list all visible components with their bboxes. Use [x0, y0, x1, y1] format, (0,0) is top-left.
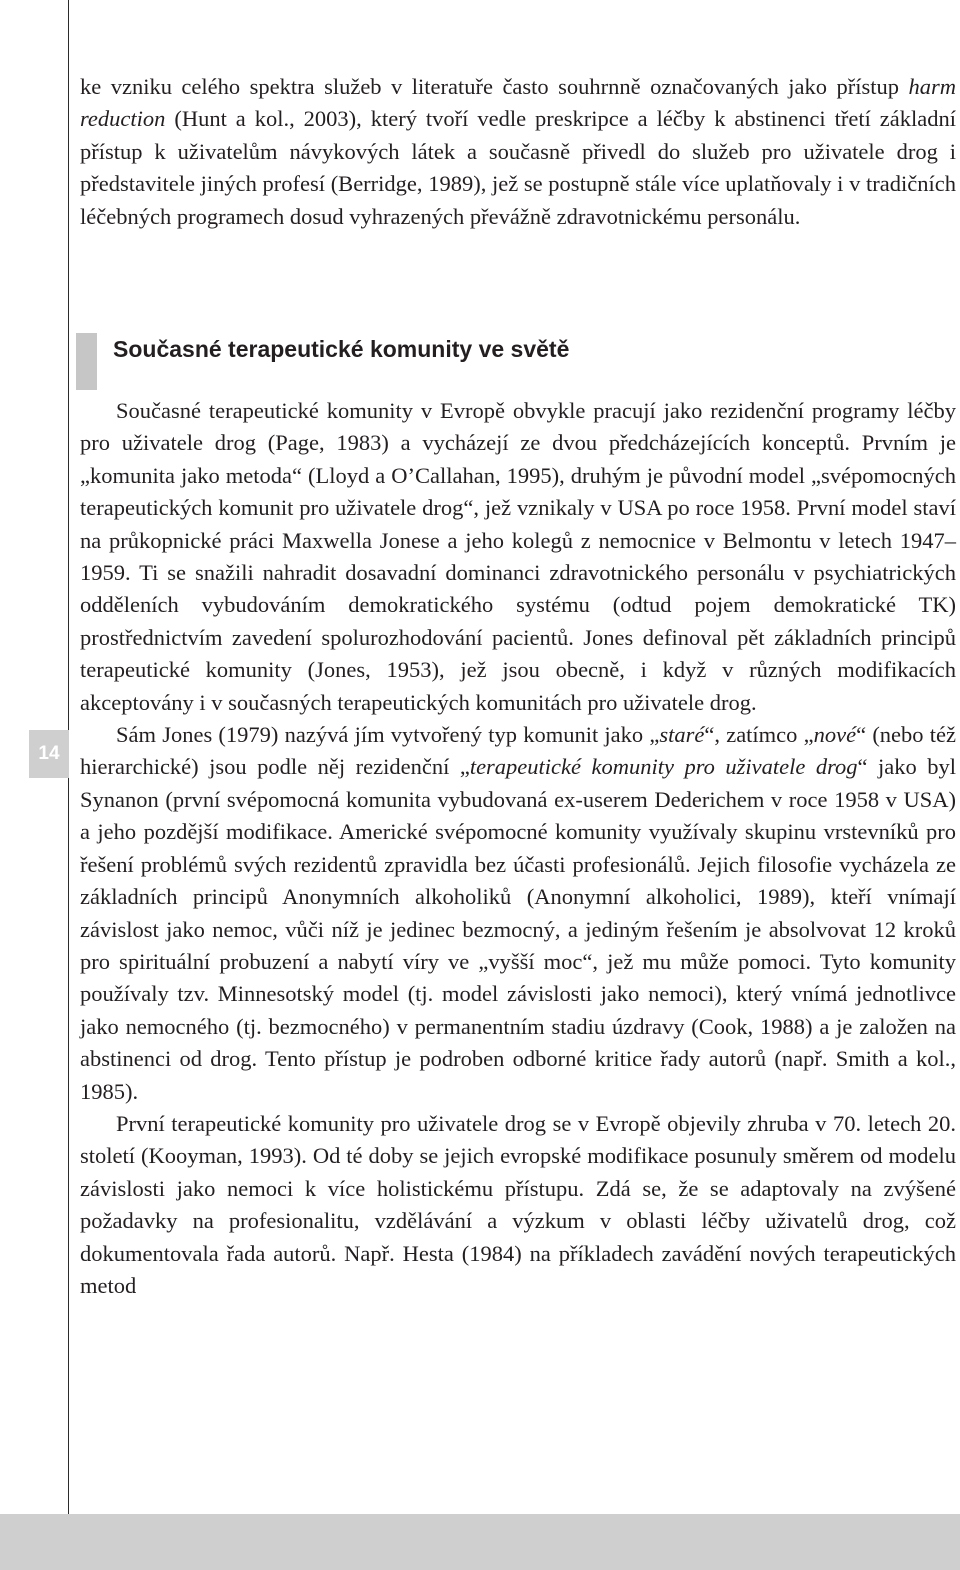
paragraph-2-italic-nove: nové — [813, 722, 857, 748]
paragraph-2-part4: “ jako byl Synanon (první svépomocná komunita vybudovaná ex-userem Dederichem v roce 1958 v USA) a jeho pozdější modifikace. Americké svépomocné komunity využívaly skupinu vrstevníků pro řešení problémů svých rezidentů zpravidla bez účasti profesionálů. Jejich filosofie vycházela ze základních principů Anonymních alkoholiků (Anonymní alkoholici, 1989), kteří vnímají závislost jako nemoc, vůči níž je jedinec bezmocný, a jediným řešením je absolvovat 12 kroků pro spirituální probuzení a nabytí víry ve „vyšší moc“, jež mu může pomoci. Tyto komunity používaly tzv. Minnesotský model (tj. model závislosti jako nemoci), který vnímá jednotlivce jako nemocného (tj. bezmocného) v permanentním stadiu úzdravy (Cook, 1988) a je založen na abstinenci od drog. Tento přístup je podroben odborné kritice řady autorů (např. Smith a kol., 1985). — [80, 754, 956, 1104]
intro-italic-term: harm reduction — [80, 74, 956, 132]
heading-marker-bar — [76, 333, 97, 390]
paragraph-2-part2: “, zatímco „ — [704, 722, 814, 748]
paragraph-2 — [80, 719, 956, 1108]
intro-paragraph — [80, 71, 956, 233]
paragraph-2-italic-stare: staré — [659, 722, 705, 748]
margin-rule — [68, 0, 69, 1570]
section-body — [80, 395, 956, 1302]
section-heading-block — [76, 333, 956, 390]
page-number: 14 — [29, 730, 69, 778]
paragraph-1: Současné terapeutické komunity v Evropě obvykle pracují jako rezidenční programy léčby pro uživatele drog (Page, 1983) a vycházejí ze dvou předcházejících konceptů. Prvním je „komunita jako metoda“ (Lloyd a O’Callahan, 1995), druhým je původní model „svépomocných terapeutických komunit pro uživatele drog“, jež vznikaly v USA po roce 1958. První model staví na průkopnické práci Maxwella Jonese a jeho kolegů z nemocnice v Belmontu v letech 1947–1959. Ti se snažili nahradit dosavadní dominanci zdravotnického personálu v psychiatrických odděleních vybudováním demokratického systému (odtud pojem demokratické TK) prostřednictvím zavedení spolurozhodování pacientů. Jones definoval pět základních principů terapeutické komunity (Jones, 1953), jež jsou obecně, i když v různých modifikacích akceptovány i v současných terapeutických komunitách pro uživatele drog. — [80, 398, 956, 715]
section-heading: Současné terapeutické komunity ve světě — [113, 336, 570, 362]
intro-text-part1: ke vzniku celého spektra služeb v literatuře často souhrnně označovaných jako přístup — [80, 74, 909, 99]
footer-bar — [0, 1514, 960, 1570]
paragraph-3: První terapeutické komunity pro uživatele drog se v Evropě objevily zhruba v 70. letech 20. století (Kooyman, 1993). Od té doby se jejich evropské modifikace posunuly směrem od modelu závislosti jako nemoci k více holistickému přístupu. Zdá se, že se adaptovaly na zvýšené požadavky na profesionalitu, vzdělávání a výzkum v oblasti léčby uživatelů drog, což dokumentovala řada autorů. Např. Hesta (1984) na příkladech zavádění nových terapeutických metod — [80, 1110, 956, 1298]
paragraph-2-part1: Sám Jones (1979) nazývá jím vytvořený typ komunit jako „ — [116, 722, 660, 748]
intro-text-part2: (Hunt a kol., 2003), který tvoří vedle preskripce a léčby k abstinenci třetí základní přístup k uživatelům návykových látek a současně přivedl do služeb pro uživatele drog i představitele jiných profesí (Berridge, 1989), jež se postupně stále více uplatňovaly i v tradičních léčebných programech dosud vyhrazených převážně zdravotnickému personálu. — [80, 106, 956, 229]
paragraph-2-part3: “ (nebo též hierarchické) jsou podle něj rezidenční „ — [80, 722, 956, 780]
paragraph-2-italic-tk: terapeutické komunity pro uživatele drog — [469, 754, 858, 780]
